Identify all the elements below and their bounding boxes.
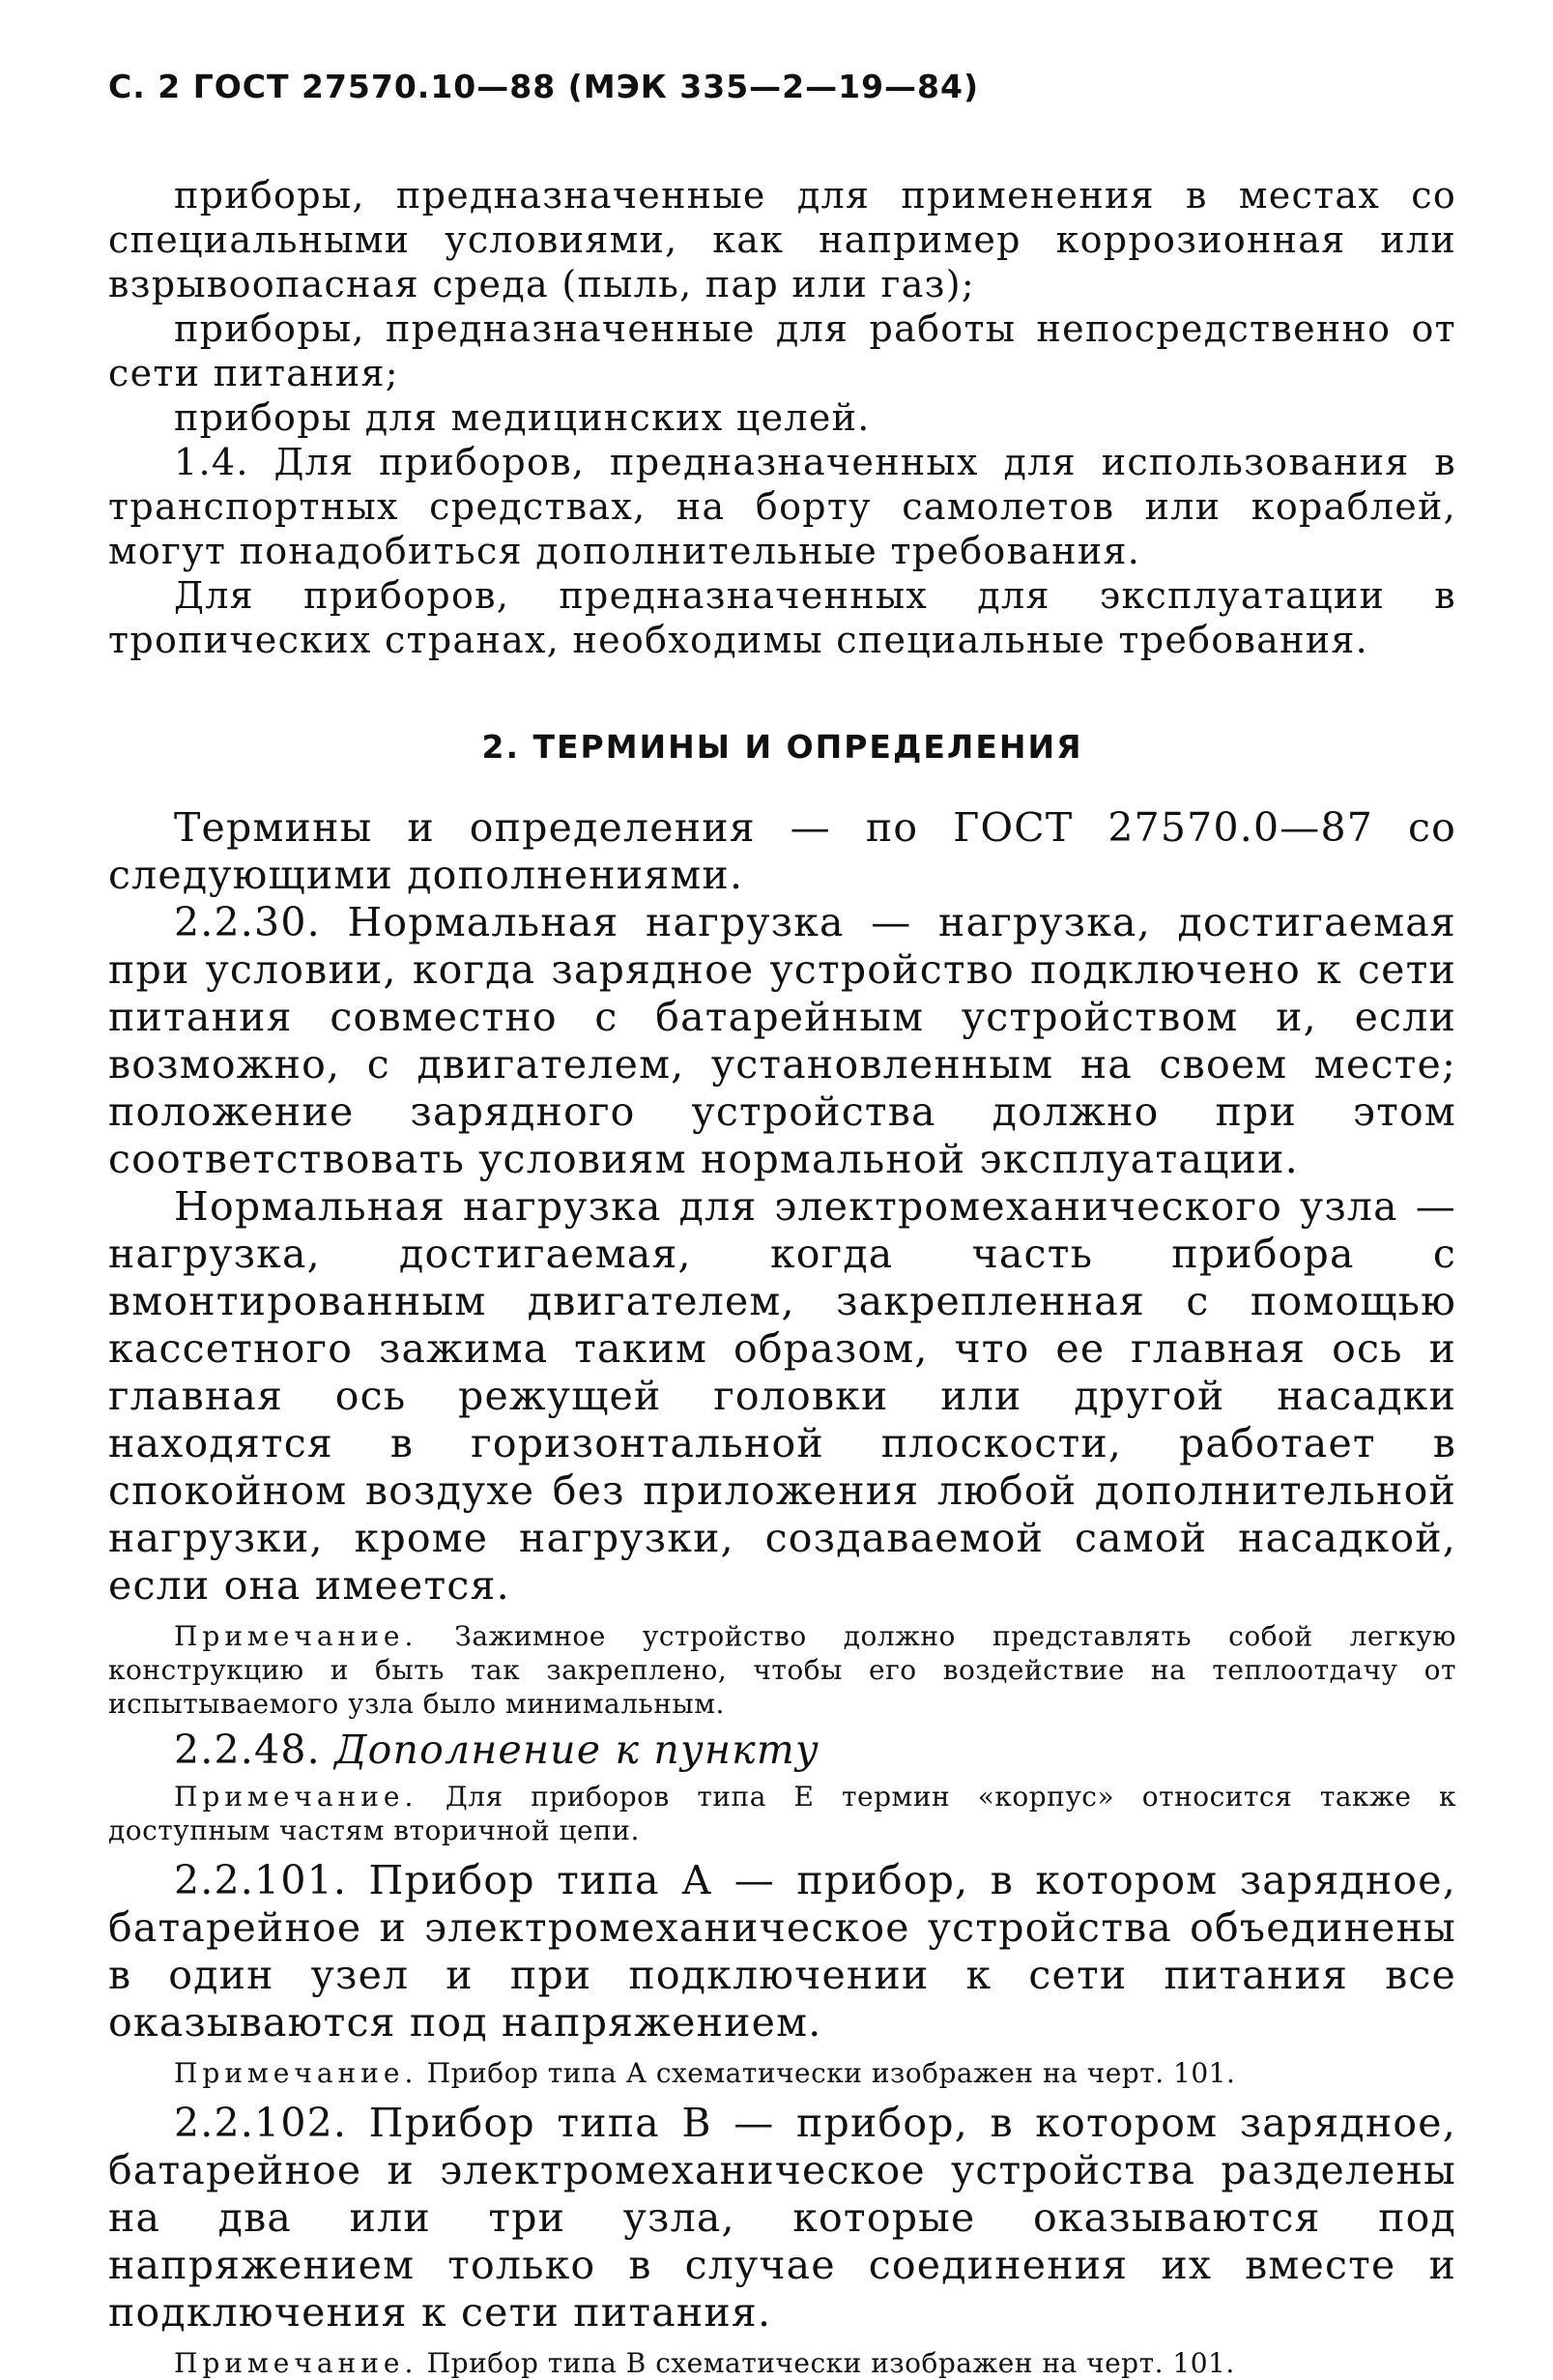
note-label: Примечание.: [174, 2057, 418, 2089]
terms-intro-paragraph: Термины и определения — по ГОСТ 27570.0—87 со следующими дополнениями.: [108, 804, 1456, 898]
note-label: Примечание.: [174, 1781, 418, 1813]
note-label: Примечание.: [174, 1620, 418, 1652]
note-label: Примечание.: [174, 2347, 418, 2379]
clause-title: Дополнение к пункту: [334, 1727, 820, 1773]
clause-2-2-101: 2.2.101. Прибор типа А — прибор, в котором зарядное, батарейное и электромеханическое устройства объединены в один узел и при подключении к сети питания все оказываются под напряжением.: [108, 1857, 1456, 2046]
running-header: С. 2 ГОСТ 27570.10—88 (МЭК 335—2—19—84): [108, 68, 980, 105]
clause-2-2-102: 2.2.102. Прибор типа В — прибор, в котором зарядное, батарейное и электромеханическое устройства разделены на два или три узла, которые оказываются под напряжением только в случае соединения их вместе и подключения к сети питания.: [108, 2100, 1456, 2336]
clause-number: 2.2.48.: [174, 1727, 321, 1773]
clause-2-2-48: [108, 1727, 1456, 1774]
note-text: Для приборов типа Е термин «корпус» относится также к доступным частям вторичной цепи.: [108, 1781, 1456, 1846]
intro-paragraph-2: приборы, предназначенные для работы непосредственно от сети питания;: [108, 307, 1456, 394]
note-text: Прибор типа В схематически изображен на черт. 101.: [426, 2347, 1235, 2379]
intro-paragraph-1: приборы, предназначенные для применения в местах со специальными условиями, как например коррозионная или взрывоопасная среда (пыль, пар или газ);: [108, 174, 1456, 305]
note-enclosure: [108, 1780, 1456, 1847]
clause-1-4: 1.4. Для приборов, предназначенных для использования в транспортных средствах, на борту самолетов или кораблей, могут понадобиться дополнительные требования.: [108, 441, 1456, 572]
note-text: Прибор типа А схематически изображен на черт. 101.: [426, 2057, 1236, 2089]
note-clamp: [108, 1619, 1456, 1721]
note-type-a: [108, 2056, 1456, 2090]
tropical-requirements-paragraph: Для приборов, предназначенных для эксплуатации в тропических странах, необходимы специальные требования.: [108, 574, 1456, 661]
clause-2-2-30: 2.2.30. Нормальная нагрузка — нагрузка, достигаемая при условии, когда зарядное устройство подключено к сети питания совместно с батарейным устройством и, если возможно, с двигателем, установленным на своем месте; положение зарядного устройства должно при этом соответствовать условиям нормальной эксплуатации.: [108, 899, 1456, 1182]
intro-paragraph-3: приборы для медицинских целей.: [174, 396, 871, 439]
clause-2-2-30-electromechanical: Нормальная нагрузка для электромеханического узла — нагрузка, достигаемая, когда часть прибора с вмонтированным двигателем, закрепленная с помощью кассетного зажима таким образом, что ее главная ось и главная ось режущей головки или другой насадки находятся в горизонтальной плоскости, работает в спокойном воздухе без приложения любой дополнительной нагрузки, кроме нагрузки, создаваемой самой насадкой, если она имеется.: [108, 1183, 1456, 1609]
note-text: Зажимное устройство должно представлять собой легкую конструкцию и быть так закреплено, чтобы его воздействие на теплоотдачу от испытываемого узла было минимальным.: [108, 1620, 1456, 1720]
note-type-b: [108, 2346, 1456, 2380]
section-heading: 2. ТЕРМИНЫ И ОПРЕДЕЛЕНИЯ: [481, 728, 1083, 766]
